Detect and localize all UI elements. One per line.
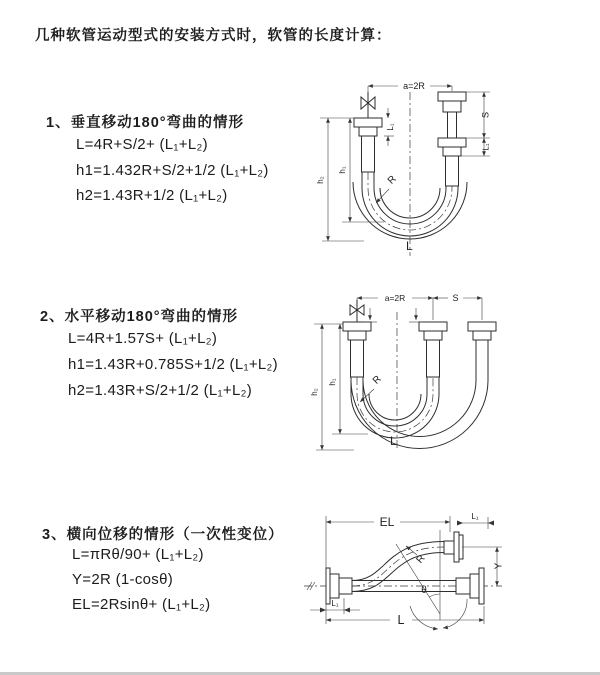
braided-hose: [446, 156, 459, 186]
radius-label: R: [370, 373, 384, 387]
formula-line: h2=1.43R+1/2 (L₁+L₂): [76, 187, 228, 204]
section1-heading: 1、垂直移动180°弯曲的情形: [46, 115, 245, 131]
dim-label-a2r: a=2R: [403, 81, 425, 91]
dim-l1-right: [482, 138, 491, 156]
dim-label-h2: h₂: [310, 388, 319, 396]
dim-label-l1: L₁: [481, 143, 491, 151]
braided-hose: [351, 340, 364, 377]
dim-label-l1: L₁: [386, 123, 395, 131]
dim-label-l1: L₁: [331, 599, 339, 608]
dim-label-l1: L₁: [471, 512, 479, 521]
dim-h2: [316, 118, 364, 241]
formula-line: EL=2Rsinθ+ (L₁+L₂): [72, 596, 211, 613]
right-pipe-fitting: [468, 322, 496, 352]
formula-line: Y=2R (1-cosθ): [72, 571, 174, 588]
radius-callout: [376, 174, 399, 203]
formula-line: h2=1.43R+S/2+1/2 (L₁+L₂): [68, 382, 253, 399]
diagram-lateral-displacement: [298, 502, 598, 662]
radius-label: R: [385, 173, 399, 187]
u-hose-original: [351, 377, 439, 438]
formula-line: h1=1.432R+S/2+1/2 (L₁+L₂): [76, 162, 269, 179]
fitting-reference-arrows: [363, 308, 423, 322]
dim-label-s: S: [480, 111, 491, 119]
dim-el: [326, 515, 450, 624]
dim-s: [357, 293, 482, 320]
dim-l1-top: [457, 512, 494, 529]
formula-line: L=4R+S/2+ (L₁+L₂): [76, 136, 208, 153]
middle-pipe-fitting: [419, 322, 447, 377]
valve-icon: [361, 92, 375, 118]
length-label: L: [397, 613, 405, 627]
valve-icon: [350, 300, 364, 322]
dim-label-a2r: a=2R: [384, 293, 406, 303]
dim-h2: [310, 324, 354, 450]
dim-a2r: [357, 293, 433, 303]
dim-label-s: S: [452, 293, 459, 303]
length-label: L: [390, 434, 397, 448]
section3-heading: 3、横向位移的情形（一次性变位）: [42, 527, 284, 543]
right-pipe-fitting: [438, 92, 466, 186]
dim-l1-left: [310, 598, 360, 614]
braided-hose: [427, 340, 440, 377]
radius-label: R: [414, 553, 428, 566]
diagram-horizontal-180-bend: [306, 282, 594, 474]
braided-hose: [362, 136, 375, 172]
left-pipe-fitting: [343, 322, 371, 377]
right-flange: [456, 568, 484, 604]
u-hose-displaced: [351, 352, 488, 449]
angle-label: θ: [421, 585, 427, 596]
formula-line: L=4R+1.57S+ (L₁+L₂): [68, 330, 218, 347]
length-label: L: [406, 239, 413, 253]
dim-l1-left-fitting: [384, 108, 395, 146]
dim-label-h1: h₁: [338, 166, 347, 174]
left-pipe-fitting: [354, 118, 382, 172]
upper-flange: [444, 532, 463, 562]
formula-line: h1=1.43R+0.785S+1/2 (L₁+L₂): [68, 356, 278, 373]
diagram-vertical-180-bend: [312, 70, 580, 262]
left-flange: [326, 568, 352, 604]
dim-label-h1: h₁: [328, 378, 337, 386]
s-curve-hose-displaced: [352, 542, 444, 592]
formula-line: L=πRθ/90+ (L₁+L₂): [72, 546, 204, 563]
page-title: 几种软管运动型式的安装方式时，软管的长度计算：: [35, 28, 392, 44]
dim-label-el: EL: [379, 515, 395, 529]
dim-label-y: Y: [493, 562, 505, 570]
dim-label-h2: h₂: [316, 176, 325, 184]
section2-heading: 2、水平移动180°弯曲的情形: [40, 309, 239, 325]
